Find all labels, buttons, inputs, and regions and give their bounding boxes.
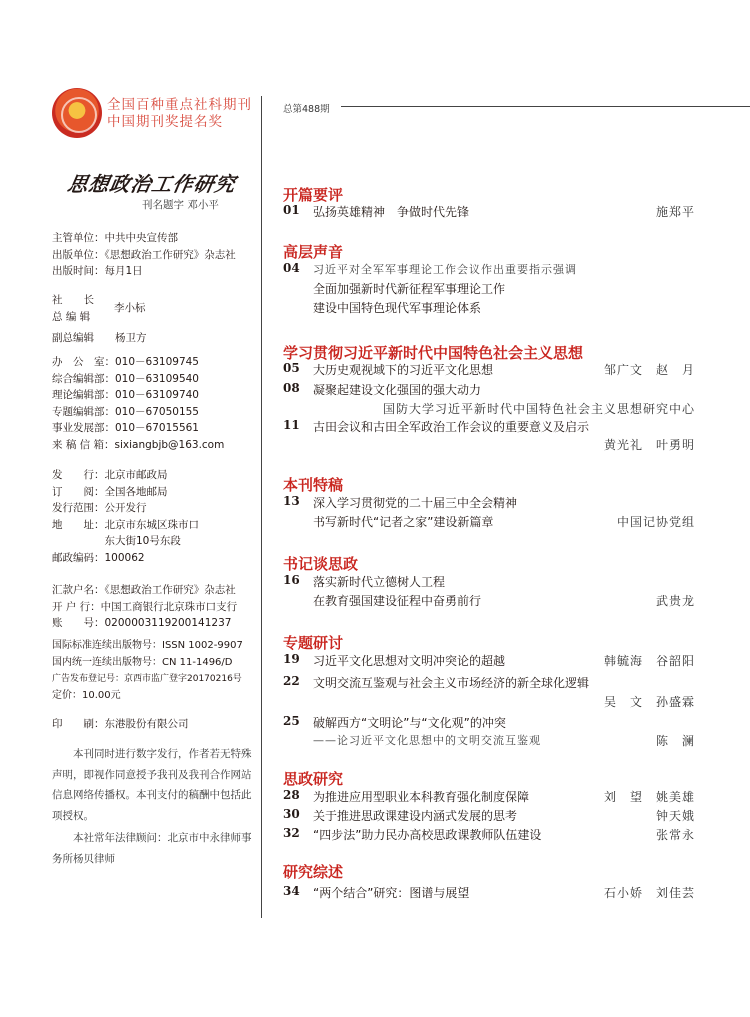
entry-author: 国防大学习近平新时代中国特色社会主义思想研究中心 <box>382 402 695 416</box>
section-title: 学习贯彻习近平新时代中国特色社会主义思想 <box>283 344 584 362</box>
entry-kicker: 习近平对全军军事理论工作会议作出重要指示强调 <box>313 263 577 276</box>
header-rule <box>341 106 750 107</box>
column-divider <box>261 96 262 918</box>
page-number: 22 <box>283 674 300 688</box>
issue-number: 总第488期 <box>283 104 330 115</box>
entry-title: 习近平文化思想对文明冲突论的超越 <box>313 654 506 668</box>
entry-title: 凝聚起建设文化强国的强大动力 <box>313 383 482 397</box>
toc-entry <box>283 494 695 529</box>
page-number: 01 <box>283 203 300 217</box>
info-row: 主管单位：中共中央宣传部 <box>52 232 178 244</box>
remittance-row: 开 户 行：中国工商银行北京珠市口支行 <box>52 600 238 613</box>
notice-paragraph: 本刊同时进行数字发行，作者若无特殊声明，即视作同意授予我刊及我刊合作网站信息网络传播权。本刊支付的稿酬中包括此项授权。 <box>52 748 252 822</box>
entry-title: 为推进应用型职业本科教育强化制度保障 <box>313 790 530 804</box>
section-title: 高层声音 <box>283 243 344 261</box>
price-row: 定价：10.00元 <box>52 689 121 701</box>
distribution-row: 地 址：北京市东城区珠市口 <box>52 518 199 531</box>
distribution-row: 东大街10号东段 <box>52 535 181 547</box>
toc-entry <box>283 573 695 608</box>
entry-title: “四步法”助力民办高校思政课教师队伍建设 <box>313 828 542 842</box>
entry-author: 钟天娥 <box>655 809 695 823</box>
deputy-editor <box>52 330 147 347</box>
award-badge <box>107 97 252 131</box>
page-number: 16 <box>283 573 300 587</box>
entry-author: 中国记协党组 <box>616 515 695 529</box>
entry-author: 黄光礼 叶勇明 <box>603 438 695 452</box>
entry-author: 吴 文 孙盛霖 <box>603 695 695 709</box>
entry-author: 陈 澜 <box>655 734 695 748</box>
entry-title: 弘扬英雄精神 争做时代先锋 <box>313 205 470 219</box>
toc-entry <box>283 381 695 416</box>
entry-title: 建设中国特色现代军事理论体系 <box>313 301 482 315</box>
entry-title: 落实新时代立德树人工程 <box>313 575 446 589</box>
section-title: 研究综述 <box>283 863 344 881</box>
toc-entry <box>283 674 695 709</box>
entry-title: 全面加强新时代新征程军事理论工作 <box>313 282 506 296</box>
copyright-notice <box>52 744 257 869</box>
registration-row: 国际标准连续出版物号：ISSN 1002-9907 <box>52 640 243 651</box>
page-number: 30 <box>283 807 300 821</box>
remittance-info <box>52 582 237 632</box>
distribution-row: 订 阅：全国各地邮局 <box>52 485 168 498</box>
entry-title: 文明交流互鉴观与社会主义市场经济的新全球化逻辑 <box>313 676 590 690</box>
journal-title-logo: 思想政治工作研究 <box>65 172 238 196</box>
award-line-2: 中国期刊奖提名奖 <box>107 114 223 130</box>
entry-author: 石小娇 刘佳芸 <box>603 886 695 900</box>
award-seal-icon <box>52 88 102 138</box>
toc-entry <box>283 261 695 315</box>
director-name: 李小标 <box>114 302 146 314</box>
toc-entry <box>283 788 695 808</box>
page-number: 13 <box>283 494 300 508</box>
distribution-info <box>52 467 199 566</box>
printer-info <box>52 716 189 733</box>
contact-row: 来 稿 信 箱：sixiangbjb@163.com <box>52 438 225 451</box>
page-number: 32 <box>283 826 300 840</box>
page-number: 19 <box>283 652 300 666</box>
registration-info <box>52 638 243 704</box>
entry-author: 韩毓海 谷韶阳 <box>603 654 695 668</box>
entry-title: 大历史观视域下的习近平文化思想 <box>313 363 494 377</box>
toc-entry <box>283 652 695 672</box>
toc-entry <box>283 884 695 904</box>
contact-row: 专题编辑部：010－67050155 <box>52 405 199 418</box>
entry-title: 破解西方“文明论”与“文化观”的冲突 <box>313 716 506 730</box>
page-number: 28 <box>283 788 300 802</box>
section-title: 思政研究 <box>283 770 344 788</box>
toc-entry <box>283 807 695 827</box>
info-row: 出版时间：每月1日 <box>52 265 143 277</box>
printer-row: 印 刷：东港股份有限公司 <box>52 718 189 730</box>
page-number: 05 <box>283 361 300 375</box>
toc-entry <box>283 714 695 748</box>
notice-paragraph: 本社常年法律顾问：北京市中永律师事务所杨贝律师 <box>52 832 252 865</box>
entry-author: 武贵龙 <box>655 594 695 608</box>
info-row: 出版单位：《思想政治工作研究》杂志社 <box>52 248 236 261</box>
registration-row: 国内统一连续出版物号：CN 11-1496/D <box>52 656 233 668</box>
contact-row: 综合编辑部：010－63109540 <box>52 372 199 385</box>
page-number: 08 <box>283 381 300 395</box>
entry-author: 邹广文 赵 月 <box>603 363 695 377</box>
contact-row: 理论编辑部：010－63109740 <box>52 389 199 401</box>
section-title: 本刊特稿 <box>283 476 344 494</box>
page-number: 25 <box>283 714 300 728</box>
entry-title: 关于推进思政课建设内涵式发展的思考 <box>313 809 518 823</box>
entry-title: “两个结合”研究：图谱与展望 <box>313 886 470 900</box>
remittance-row: 汇款户名：《思想政治工作研究》杂志社 <box>52 584 236 596</box>
entry-author: 张常永 <box>655 828 695 842</box>
distribution-row: 发行范围：公开发行 <box>52 502 147 514</box>
contact-row: 办 公 室：010－63109745 <box>52 356 199 368</box>
deputy-editor-row: 副总编辑 杨卫方 <box>52 332 147 344</box>
publisher-info <box>52 230 236 280</box>
entry-subtitle: ——论习近平文化思想中的文明交流互鉴观 <box>313 734 541 747</box>
toc-entry <box>283 826 695 846</box>
director-info <box>52 292 252 325</box>
entry-author: 施郑平 <box>655 205 695 219</box>
registration-row: 广告发布登记号：京西市监广登字20170216号 <box>52 674 242 684</box>
section-title: 开篇要评 <box>283 186 344 204</box>
entry-title: 书写新时代“记者之家”建设新篇章 <box>313 515 494 529</box>
entry-author: 刘 望 姚美雄 <box>603 790 695 804</box>
toc-entry <box>283 203 695 223</box>
entry-title: 古田会议和古田全军政治工作会议的重要意义及启示 <box>313 420 590 434</box>
calligraphy-credit: 刊名题字 邓小平 <box>142 199 219 211</box>
contact-info <box>52 354 224 453</box>
award-line-1: 全国百种重点社科期刊 <box>107 97 252 113</box>
toc-entry <box>283 361 695 381</box>
entry-title: 深入学习贯彻党的二十届三中全会精神 <box>313 496 518 510</box>
contact-row: 事业发展部：010－67015561 <box>52 422 199 434</box>
page-number: 04 <box>283 261 300 275</box>
director-label: 社 长 <box>52 294 94 306</box>
section-title: 书记谈思政 <box>283 555 359 573</box>
entry-title: 在教育强国建设征程中奋勇前行 <box>313 594 482 608</box>
section-title: 专题研讨 <box>283 634 344 652</box>
distribution-row: 发 行：北京市邮政局 <box>52 469 168 481</box>
page-number: 34 <box>283 884 300 898</box>
remittance-row: 账 号：0200003119200141237 <box>52 617 232 629</box>
page-number: 11 <box>283 418 300 432</box>
editor-label: 总 编 辑 <box>52 310 91 323</box>
toc-entry <box>283 418 695 452</box>
distribution-row: 邮政编码：100062 <box>52 551 145 564</box>
